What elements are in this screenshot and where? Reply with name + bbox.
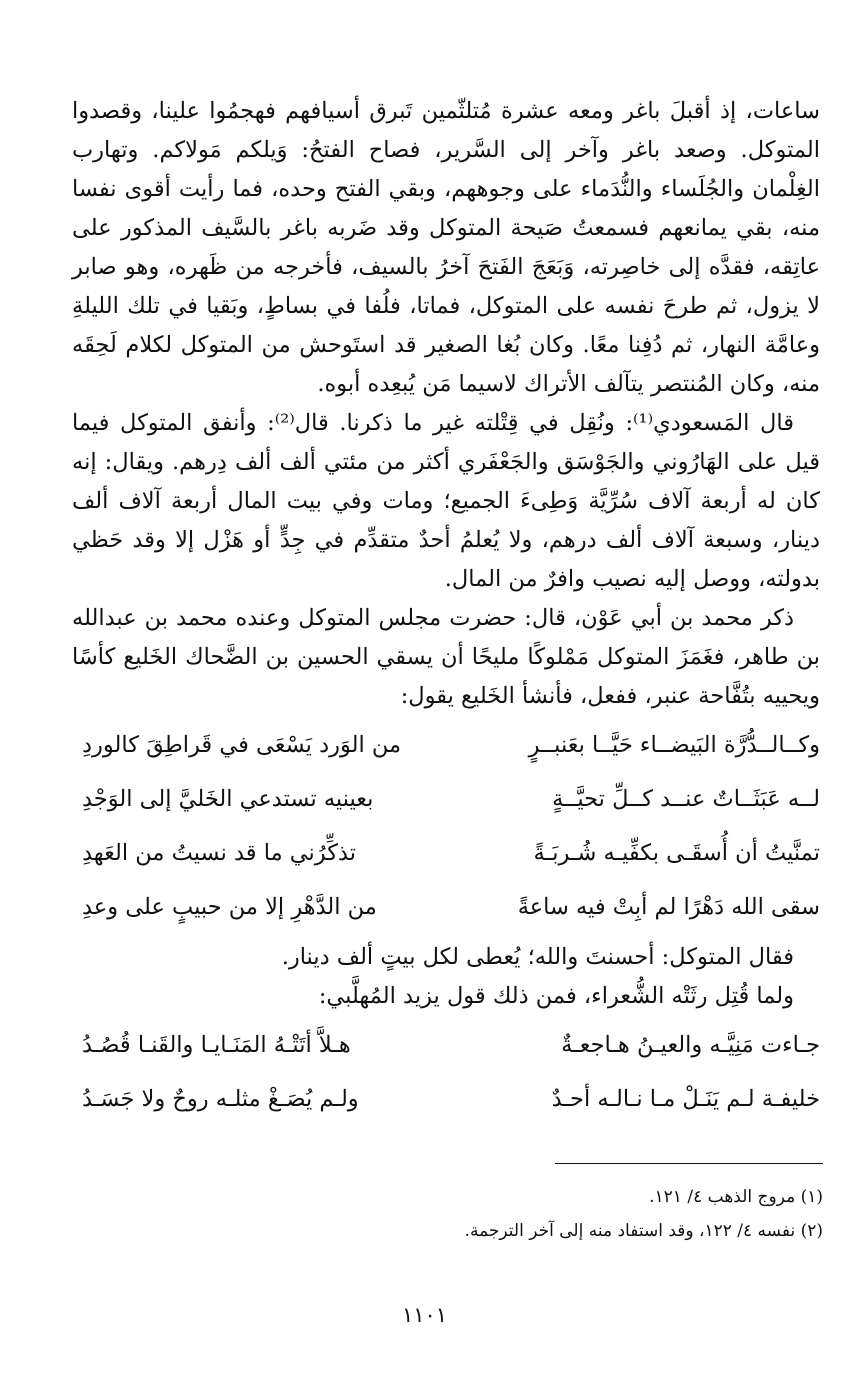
- page-number: ١١٠١: [401, 1303, 448, 1327]
- paragraph-4: فقال المتوكل: أحسنتَ والله؛ يُعطى لكل بيتٍ ألف دينار.: [281, 944, 794, 970]
- footnote-2: (٢) نفسه ٤/ ١٢٢، وقد استفاد منه إلى آخر الترجمة.: [464, 1221, 823, 1241]
- verse-first-hemistich: خليفـة لـم يَنَـلْ مـا نـالـه أحـدٌ: [551, 1085, 820, 1112]
- verse: [72, 772, 820, 826]
- verse: [72, 880, 820, 934]
- verse-first-hemistich: وكــالــدُّرَّة البَيضــاء حَيَّــا بعَنبــرٍ: [528, 731, 820, 758]
- verse: [72, 718, 820, 772]
- paragraph-3: ذكر محمد بن أبي عَوْن، قال: حضرت مجلس المتوكل وعنده محمد بن عبدالله بن طاهر، فغَمَزَ المتوكل مَمْلوكًا مليحًا أن يسقي الحسين بن الضَّحاك الخَليع كأسًا ويحييه بتُفَّاحة عنبر، ففعل، فأنشأ الخَليع يقول:: [72, 605, 820, 709]
- verse-first-hemistich: جـاءت مَنِيَّـه والعيـنُ هـاجعـةٌ: [561, 1031, 820, 1058]
- poem-1: [72, 718, 820, 934]
- verse-second-hemistich: تذكِّرُني ما قد نسيتُ من العَهدِ: [82, 839, 356, 866]
- footnote-separator: [555, 1163, 823, 1164]
- verse-first-hemistich: تمنَّيتُ أن أُسقَـى بكفِّيـه شُـربَـةً: [533, 839, 820, 866]
- verse-first-hemistich: لــه عَبَثَــاتٌ عنــد كــلِّ تحيَّــةٍ: [552, 785, 820, 812]
- verse-second-hemistich: بعينيه تستدعي الخَليَّ إلى الوَجْدِ: [82, 785, 374, 812]
- paragraph-1: ساعات، إذ أقبلَ باغر ومعه عشرة مُتلثّمين تَبرق أسيافهم فهجمُوا علينا، وقصدوا المتوكل. وصعد باغر وآخر إلى السَّرير، فصاح الفتحُ: وَيلكم مَولاكم. وتهارب الغِلْمان والجُلَساء والنُّدَماء على وجوههم، وبقي الفتح وحده، فما رأيت أقوى نفسا منه، بقي يمانعهم فسمعتُ صَيحة المتوكل وقد ضَربه باغر بالسَّيف المذكور على عاتِقه، فقدَّه إلى خاصِرته، وَبَعَجَ الفَتحَ آخرُ بالسيف، فأخرجه من ظَهره، وهو صابر لا يزول، ثم طرحَ نفسه على المتوكل، فماتا، فلُفا في بساطٍ، وبَقيا في تلك الليلةِ وعامَّة النهار، ثم دُفِنا معًا. وكان بُغا الصغير قد استَوحش من المتوكل لكلام لَحِقَه منه، وكان المُنتصر يتآلف الأتراك لاسيما مَن يُبعِده أبوه.: [72, 98, 820, 397]
- verse: [72, 826, 820, 880]
- verse-second-hemistich: هـلاَّ أتَتْـهُ المَنَـايـا والقَنـا قُصُـدُ: [82, 1031, 351, 1058]
- verse: [72, 1072, 820, 1126]
- paragraph-5: ولما قُتِل رثَتْه الشُّعراء، فمن ذلك قول يزيد المُهلَّبي:: [318, 983, 794, 1009]
- verse: [72, 1018, 820, 1072]
- main-text: [72, 92, 820, 1130]
- footnotes: [63, 1180, 823, 1248]
- poem-2: [72, 1018, 820, 1126]
- footnote-1: (١) مروج الذهب ٤/ ١٢١.: [649, 1187, 823, 1207]
- paragraph-2: قال المَسعودي⁽¹⁾: ونُقِل في قِتْلته غير ما ذكرنا. قال⁽²⁾: وأنفق المتوكل فيما قيل على الهَارُوني والجَوْسَق والجَعْفَري أكثر من مئتي ألف ألف دِرهم. ويقال: إنه كان له أربعة آلاف سُرِّيَّة وَطِىءَ الجميع؛ ومات وفي بيت المال أربعة آلاف ألف دينار، وسبعة آلاف ألف درهم، ولا يُعلمُ أحدٌ متقدِّم في جِدٍّ أو هَزْل إلا وقد حَظي بدولته، ووصل إليه نصيب وافرٌ من المال.: [72, 410, 820, 592]
- verse-first-hemistich: سقى الله دَهْرًا لم أبِتْ فيه ساعةً: [517, 893, 820, 920]
- verse-second-hemistich: من الدَّهْرِ إلا من حبيبٍ على وعدِ: [82, 893, 377, 920]
- verse-second-hemistich: ولـم يُصَـغْ مثلـه روحٌ ولا جَسَـدُ: [82, 1085, 359, 1112]
- verse-second-hemistich: من الوَرد يَسْعَى في قَراطِقَ كالوردِ: [82, 731, 402, 758]
